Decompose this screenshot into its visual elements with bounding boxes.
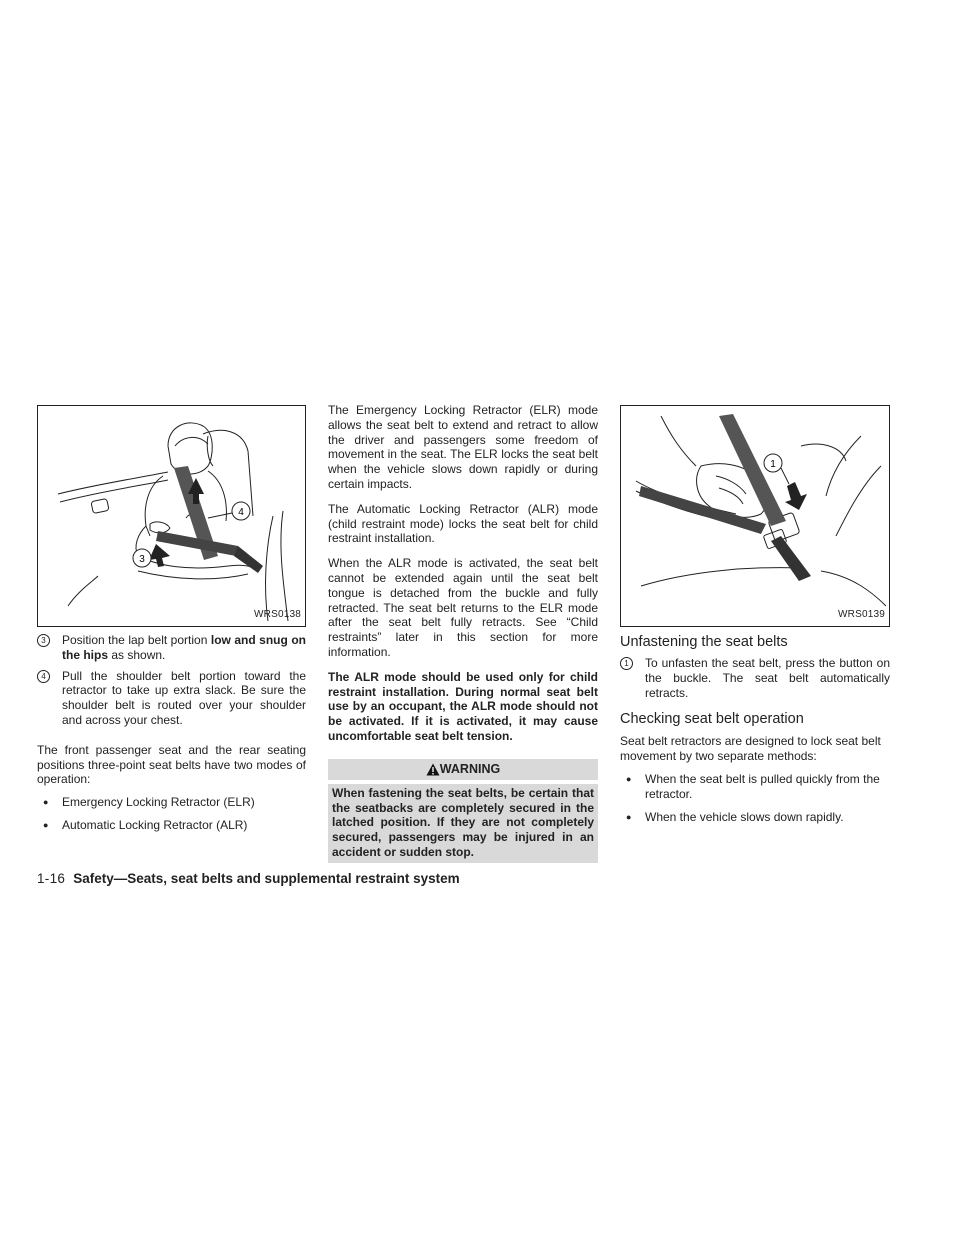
callout-1: 1 [770,459,776,470]
step-text: Pull the shoulder belt portion toward the retractor to take up extra slack. Be sure the shoulder belt is routed over your shoulder and across your chest. [62,668,306,727]
modes-intro: The front passenger seat and the rear seating positions three-point seat belts have two modes of operation: [37,742,306,787]
step-number: 4 [37,670,50,683]
alr-paragraph: The Automatic Locking Retractor (ALR) mode (child restraint mode) locks the seat belt for child restraint installation. [328,501,598,546]
bullet-icon: ● [43,797,49,808]
step-number: 3 [37,634,50,647]
elr-paragraph: The Emergency Locking Retractor (ELR) mode allows the seat belt to extend and retract to allow the driver and passengers some freedom of movement in the seat. The ELR locks the seat belt when the vehicle slows down rapidly or during certain impacts. [328,403,598,491]
buckle-release-illustration [621,406,889,626]
list-item: ● When the seat belt is pulled quickly from the retractor. [620,772,890,802]
callout-4: 4 [238,507,244,518]
retractor-paragraph: Seat belt retractors are designed to lock seat belt movement by two separate methods: [620,734,881,764]
list-item: ● Automatic Locking Retractor (ALR) [37,818,306,833]
alr-activation-paragraph: When the ALR mode is activated, the seat belt cannot be extended again until the seat belt tongue is detached from the buckle and fully retracted. The seat belt returns to the ELR mode after the seat belt fully retracts. See “Child restraints” later in this section for more information. [328,556,598,659]
callout-3: 3 [139,554,145,565]
step-number: 1 [620,657,633,670]
heading-unfastening: Unfastening the seat belts [620,634,788,650]
bullet-icon: ● [43,820,49,831]
warning-icon [426,763,440,776]
bullet-icon: ● [626,811,632,822]
lap-belt-illustration [38,406,305,626]
figure-code: WRS0139 [838,609,885,621]
section-title: Safety—Seats, seat belts and supplemental restraint system [73,871,460,886]
step-text: To unfasten the seat belt, press the button on the buckle. The seat belt automatically retracts. [645,656,890,700]
methods-list [620,772,890,825]
figure-wrs0139 [620,405,890,627]
modes-list [37,795,306,833]
right-column [620,405,890,833]
warning-header [328,759,598,780]
alr-caution-paragraph: The ALR mode should be used only for child restraint installation. During normal seat belt use by an occupant, the ALR mode should not be activated. If it is activated, it may cause uncomfortable seat belt tension. [328,669,598,743]
step-text: Position the lap belt portion low and snug on the hips as shown. [62,633,306,662]
page-footer [37,871,460,886]
step-4 [37,669,306,728]
list-item: ● Emergency Locking Retractor (ELR) [37,795,306,810]
step-1 [620,656,890,700]
left-column [37,405,306,841]
middle-column [328,403,598,863]
warning-text: When fastening the seat belts, be certain that the seatbacks are completely secured in the latched position. If they are not completely secured, passengers may be injured in an accident or sudden stop. [328,784,598,863]
figure-wrs0138 [37,405,306,627]
figure-code: WRS0138 [254,609,301,621]
step-3 [37,633,306,663]
warning-title: WARNING [439,761,501,776]
page-number: 1-16 [37,871,66,886]
list-item: ● When the vehicle slows down rapidly. [620,810,890,825]
heading-checking: Checking seat belt operation [620,711,804,728]
bullet-icon: ● [626,773,632,784]
